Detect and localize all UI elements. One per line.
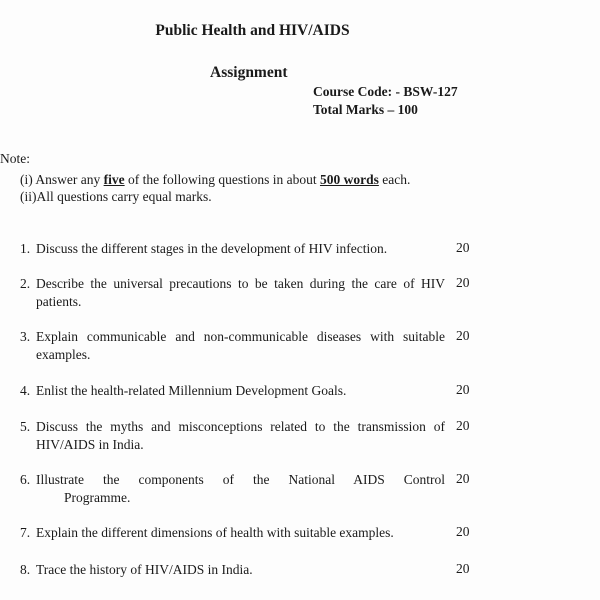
question-text: Enlist the health-related Millennium Development Goals.: [36, 383, 347, 398]
note-text: each.: [378, 172, 411, 187]
question-number: 6.: [20, 472, 31, 487]
question-marks: 20: [456, 524, 470, 539]
question-marks: 20: [456, 418, 470, 433]
note-instruction-2: (ii)All questions carry equal marks.: [20, 189, 212, 204]
question-marks: 20: [456, 561, 470, 576]
course-code: Course Code: - BSW-127: [313, 84, 458, 99]
question-marks: 20: [456, 328, 470, 343]
question-text-line-1: Illustrate the components of the National AIDS Control: [36, 472, 445, 487]
question-text: Trace the history of HIV/AIDS in India.: [36, 562, 253, 577]
question-item: [20, 471, 445, 507]
question-text: Describe the universal precautions to be taken during the care of HIV patients.: [36, 276, 445, 309]
note-instruction-1: [20, 172, 410, 188]
question-number: 7.: [20, 525, 31, 540]
question-number: 2.: [20, 276, 31, 291]
question-item: [20, 275, 445, 311]
question-item: [20, 328, 445, 364]
assignment-heading: Assignment: [210, 64, 288, 81]
question-text: Explain communicable and non-communicable diseases with suitable examples.: [36, 329, 445, 362]
question-item: [20, 240, 445, 258]
question-item: [20, 418, 445, 454]
question-text: Explain the different dimensions of health with suitable examples.: [36, 525, 394, 540]
question-text: Discuss the different stages in the development of HIV infection.: [36, 241, 388, 256]
document-title: Public Health and HIV/AIDS: [155, 22, 350, 39]
note-emphasis-word-count: 500 words: [319, 172, 379, 187]
question-text-line-2: Programme.: [64, 490, 131, 505]
question-number: 8.: [20, 562, 31, 577]
question-number: 3.: [20, 329, 31, 344]
question-text: Discuss the myths and misconceptions related to the transmission of HIV/AIDS in India.: [36, 419, 445, 452]
question-number: 5.: [20, 419, 31, 434]
note-text: (i) Answer any: [20, 172, 104, 187]
question-number: 1.: [20, 241, 31, 256]
question-marks: 20: [456, 275, 470, 290]
question-item: [20, 524, 445, 542]
note-label: Note:: [0, 151, 30, 166]
question-item: [20, 382, 445, 400]
note-emphasis-five: five: [103, 172, 125, 187]
question-marks: 20: [456, 471, 470, 486]
question-marks: 20: [456, 240, 470, 255]
question-number: 4.: [20, 383, 31, 398]
question-item: [20, 561, 445, 579]
total-marks: Total Marks – 100: [313, 102, 418, 117]
note-text: of the following questions in about: [124, 172, 320, 187]
question-marks: 20: [456, 382, 470, 397]
